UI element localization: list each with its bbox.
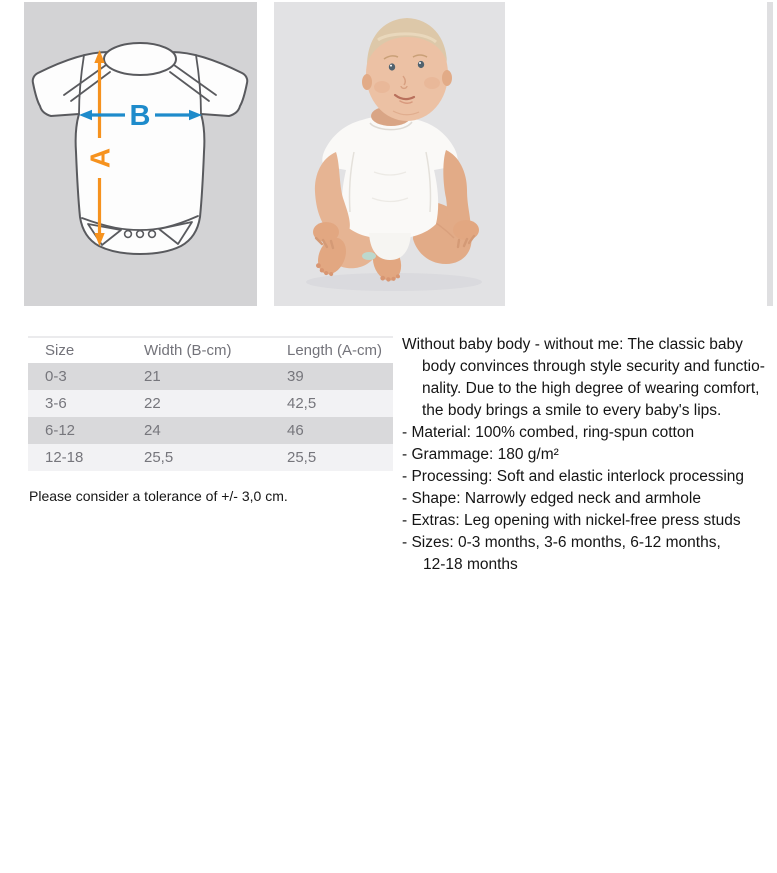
product-photo-baby[interactable] xyxy=(274,2,505,306)
next-image-sliver[interactable] xyxy=(767,2,773,306)
description-line: - Material: 100% combed, ring-spun cotton xyxy=(402,424,695,441)
label-a: A xyxy=(84,147,116,169)
table-cell-length: 46 xyxy=(287,422,304,439)
table-row xyxy=(28,417,393,444)
size-table-body xyxy=(28,363,393,471)
baby-illustration xyxy=(274,2,505,306)
table-cell-size: 3-6 xyxy=(45,395,67,412)
bodysuit-measurement-diagram xyxy=(24,2,257,306)
table-cell-length: 42,5 xyxy=(287,395,317,412)
table-cell-length: 25,5 xyxy=(287,449,317,466)
product-description xyxy=(402,334,774,576)
description-line: - Sizes: 0-3 months, 3-6 months, 6-12 months, xyxy=(402,534,721,551)
column-header-width: Width (B-cm) xyxy=(144,342,232,359)
table-row xyxy=(28,390,393,417)
size-table xyxy=(28,336,393,471)
press-stud-snaps xyxy=(125,231,156,238)
tolerance-note: Please consider a tolerance of +/- 3,0 cm. xyxy=(29,488,288,504)
size-table-header-row xyxy=(28,337,393,363)
size-diagram-image[interactable] xyxy=(24,2,257,306)
diaper-sliver xyxy=(362,252,376,260)
table-cell-length: 39 xyxy=(287,368,304,385)
table-cell-size: 6-12 xyxy=(45,422,76,439)
column-header-size: Size xyxy=(45,342,75,359)
description-line: Without baby body - without me: The classic baby xyxy=(402,336,743,353)
description-line: 12-18 months xyxy=(423,556,518,573)
description-line: - Processing: Soft and elastic interlock processing xyxy=(402,468,745,485)
description-line: nality. Due to the high degree of wearing comfort, xyxy=(422,380,760,397)
table-row xyxy=(28,444,393,471)
table-row xyxy=(28,363,393,390)
table-cell-width: 22 xyxy=(144,395,161,412)
bodysuit-outline xyxy=(33,43,248,254)
baby-head xyxy=(362,18,452,126)
column-header-length: Length (A-cm) xyxy=(287,342,383,359)
label-b: B xyxy=(129,100,151,132)
table-cell-size: 12-18 xyxy=(45,449,84,466)
description-line: - Grammage: 180 g/m² xyxy=(402,446,559,463)
table-cell-width: 21 xyxy=(144,368,161,385)
description-line: - Extras: Leg opening with nickel-free press studs xyxy=(402,512,741,529)
description-line: - Shape: Narrowly edged neck and armhole xyxy=(402,490,701,507)
table-cell-width: 25,5 xyxy=(144,449,174,466)
description-line: body convinces through style security and functio- xyxy=(422,358,765,375)
description-line: the body brings a smile to every baby's lips. xyxy=(422,402,722,419)
table-cell-width: 24 xyxy=(144,422,161,439)
table-cell-size: 0-3 xyxy=(45,368,67,385)
